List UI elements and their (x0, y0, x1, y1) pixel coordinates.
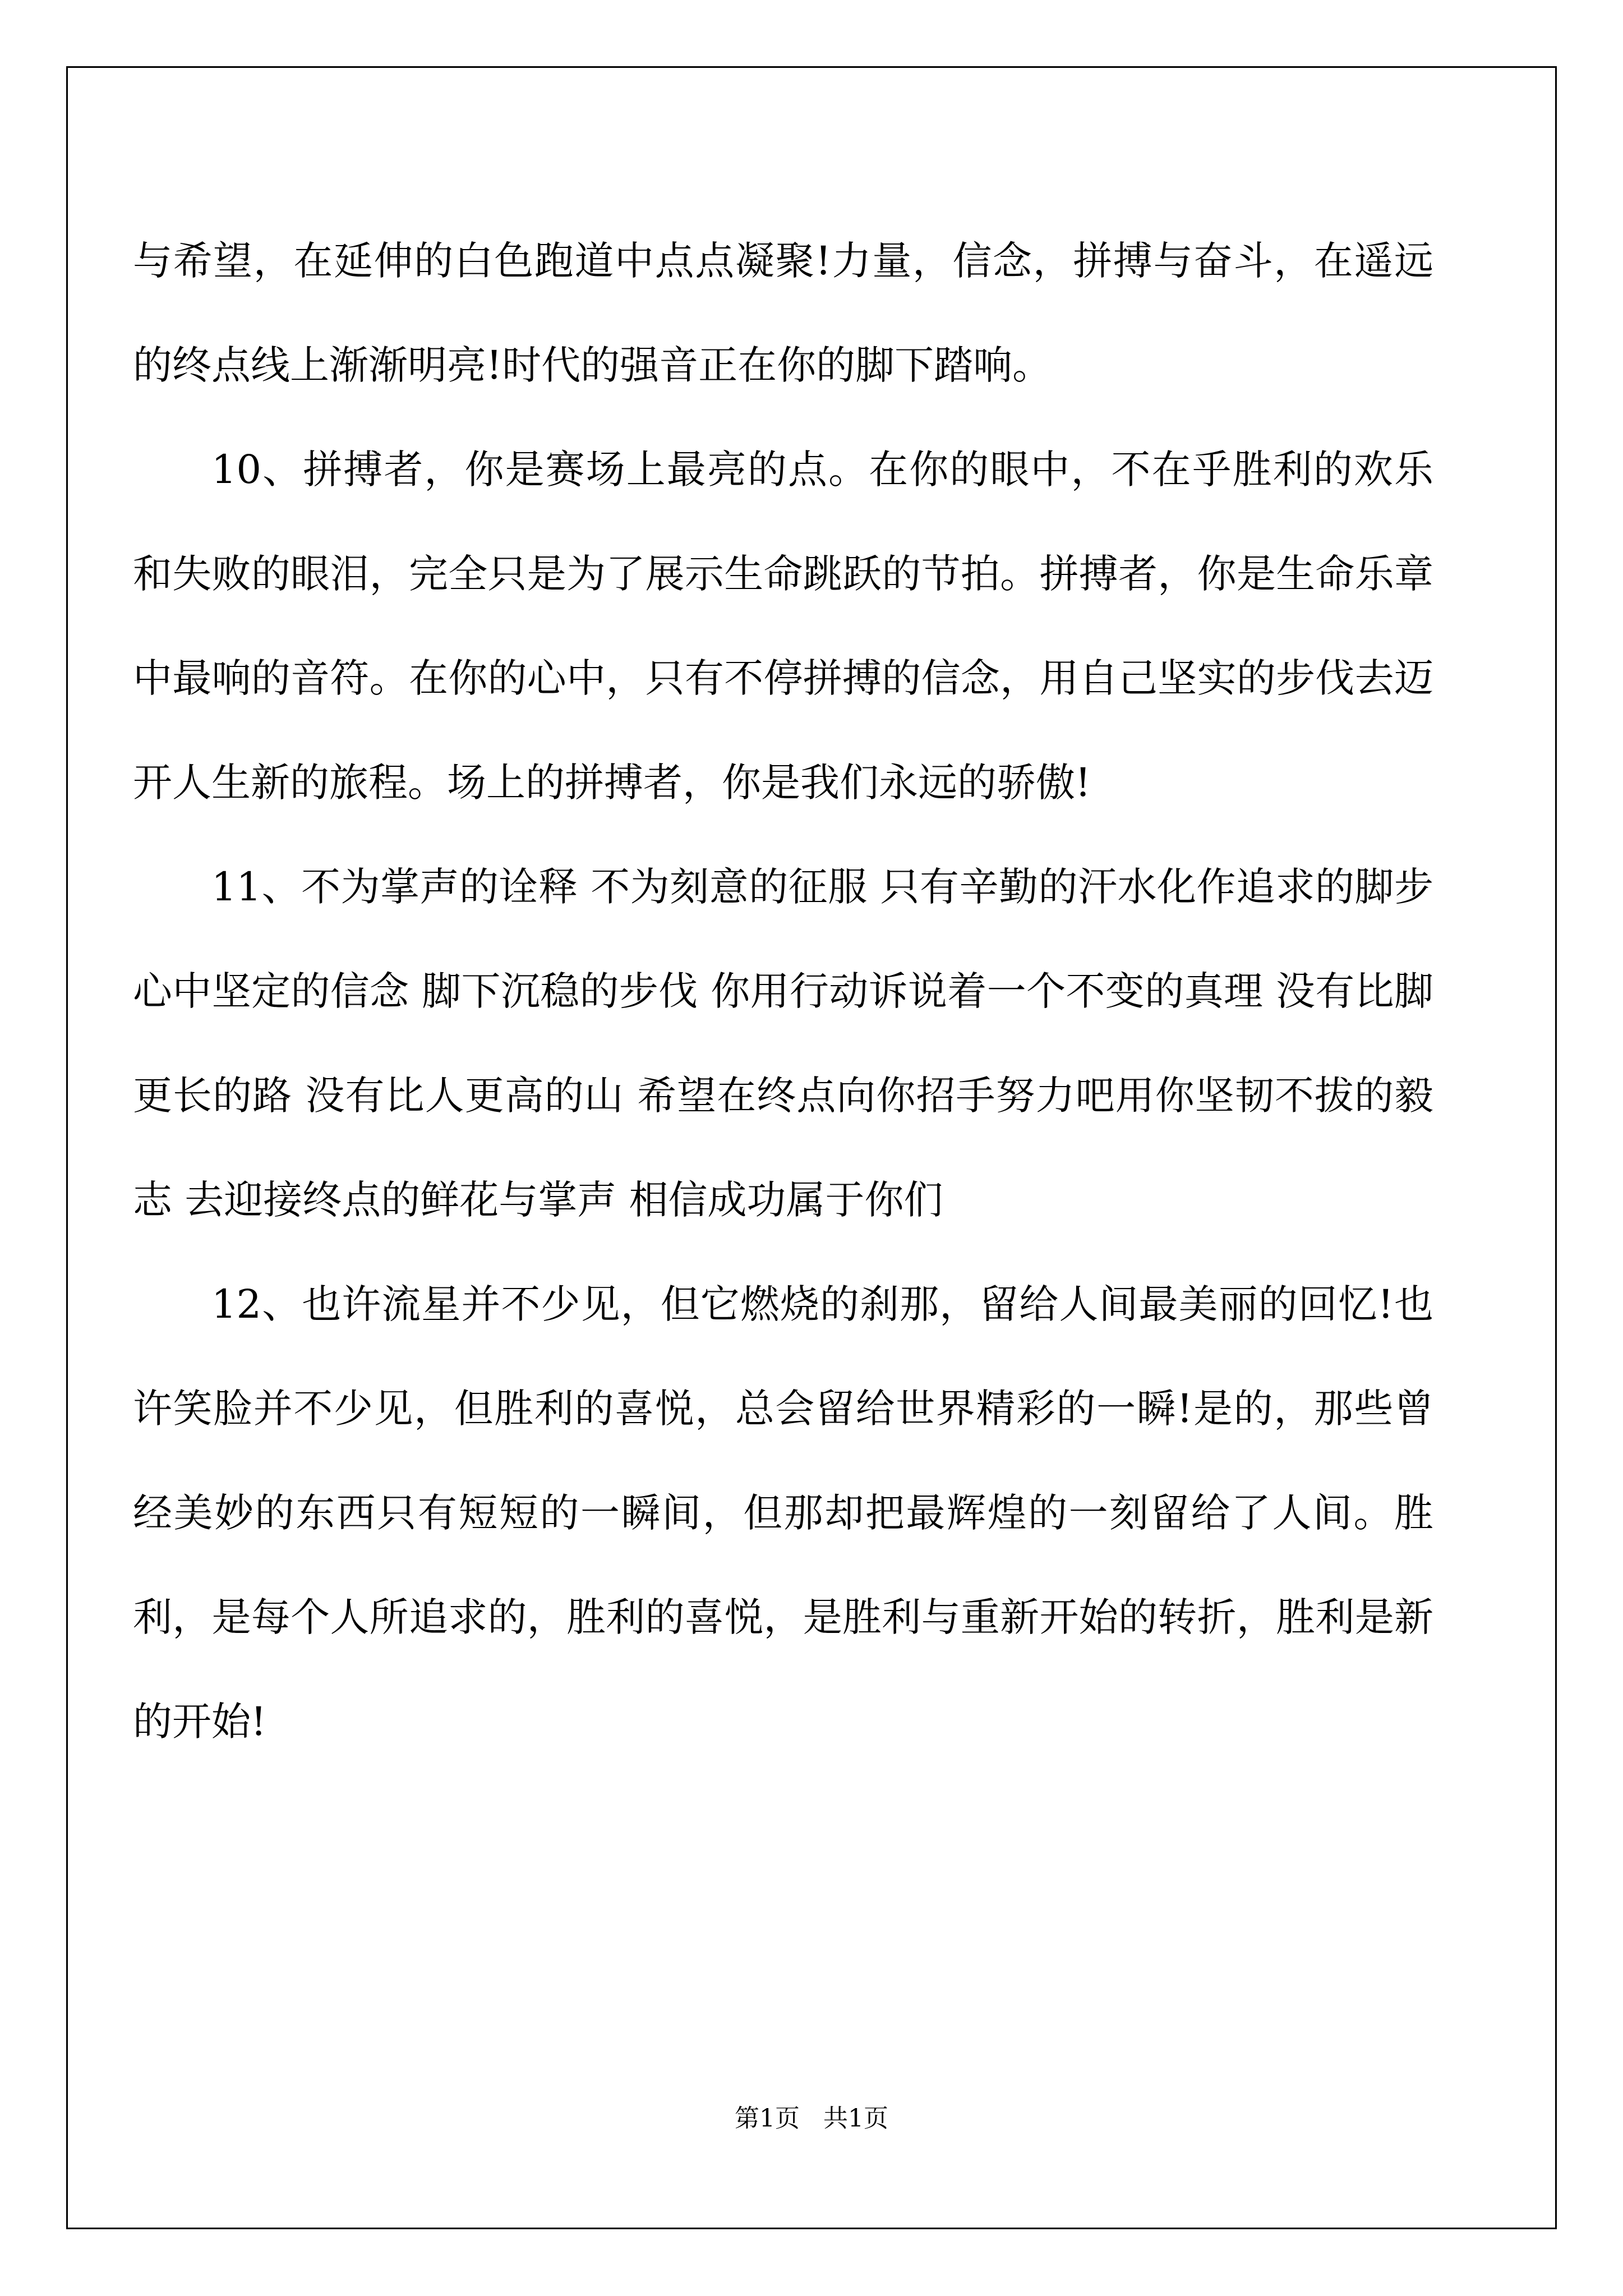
document-body (133, 209, 1433, 1774)
paragraph-11: 11、不为掌声的诠释 不为刻意的征服 只有辛勤的汗水化作追求的脚步 心中坚定的信念 脚下沉稳的步伐 你用行动诉说着一个不变的真理 没有比脚更长的路 没有比人更高的山 希望在终点向你招手努力吧用你坚韧不拔的毅志 去迎接终点的鲜花与掌声 相信成功属于你们 (133, 864, 1433, 1223)
paragraph-continued: 与希望，在延伸的白色跑道中点点凝聚!力量，信念，拼搏与奋斗，在遥远的终点线上渐渐明亮!时代的强音正在你的脚下踏响。 (133, 238, 1433, 388)
paragraph-12: 12、也许流星并不少见，但它燃烧的刹那，留给人间最美丽的回忆!也许笑脸并不少见，但胜利的喜悦，总会留给世界精彩的一瞬!是的，那些曾经美妙的东西只有短短的一瞬间，但那却把最辉煌的一刻留给了人间。胜利，是每个人所追求的，胜利的喜悦，是胜利与重新开始的转折，胜利是新的开始! (133, 1281, 1433, 1745)
page-footer (0, 2098, 1623, 2134)
page-number: 第1页 共1页 (735, 2104, 888, 2133)
paragraph-10: 10、拼搏者，你是赛场上最亮的点。在你的眼中，不在乎胜利的欢乐和失败的眼泪，完全只是为了展示生命跳跃的节拍。拼搏者，你是生命乐章中最响的音符。在你的心中，只有不停拼搏的信念，用自己坚实的步伐去迈开人生新的旅程。场上的拼搏者，你是我们永远的骄傲! (133, 447, 1433, 806)
